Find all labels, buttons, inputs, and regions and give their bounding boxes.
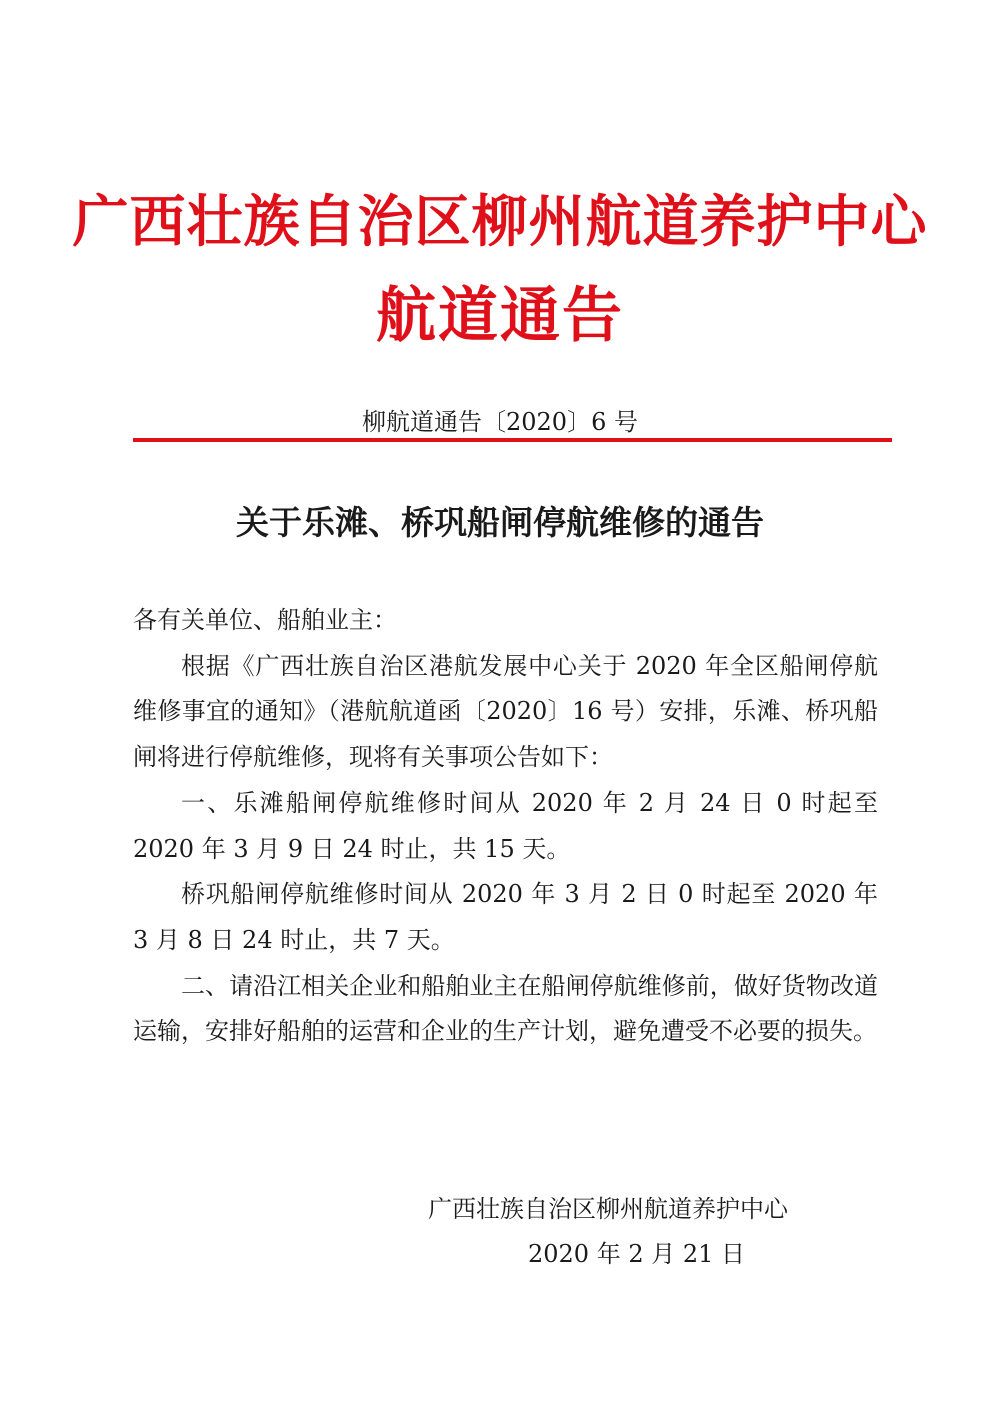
paragraph-basis: 根据《广西壮族自治区港航发展中心关于 2020 年全区船闸停航维修事宜的通知》（港航航道函〔2020〕16 号）安排，乐滩、桥巩船闸将进行停航维修，现将有关事项公告如下： <box>133 651 878 772</box>
paragraph-qiaogong-schedule: 桥巩船闸停航维修时间从 2020 年 3 月 2 日 0 时起至 2020 年 3 月 8 日 24 时止，共 7 天。 <box>133 880 878 954</box>
signature-date: 2020 年 2 月 21 日 <box>528 1240 746 1268</box>
issuing-organization-header: 广西壮族自治区柳州航道养护中心 <box>72 189 928 255</box>
paragraph-advisory: 二、请沿江相关企业和船舶业主在船闸停航维修前，做好货物改道运输，安排好船舶的运营和企业的生产计划，避免遭受不必要的损失。 <box>133 971 878 1046</box>
signature-issuer: 广西壮族自治区柳州航道养护中心 <box>428 1195 788 1223</box>
document-type-header: 航道通告 <box>376 281 624 351</box>
notice-body <box>133 598 878 1055</box>
document-number: 柳航道通告〔2020〕6 号 <box>362 408 638 436</box>
paragraph-letan-schedule: 一、乐滩船闸停航维修时间从 2020 年 2 月 24 日 0 时起至 2020 年 3 月 9 日 24 时止，共 15 天。 <box>133 788 878 863</box>
salutation: 各有关单位、船舶业主： <box>133 606 397 634</box>
notice-title: 关于乐滩、桥巩船闸停航维修的通告 <box>236 503 764 542</box>
red-separator-line <box>133 438 892 442</box>
